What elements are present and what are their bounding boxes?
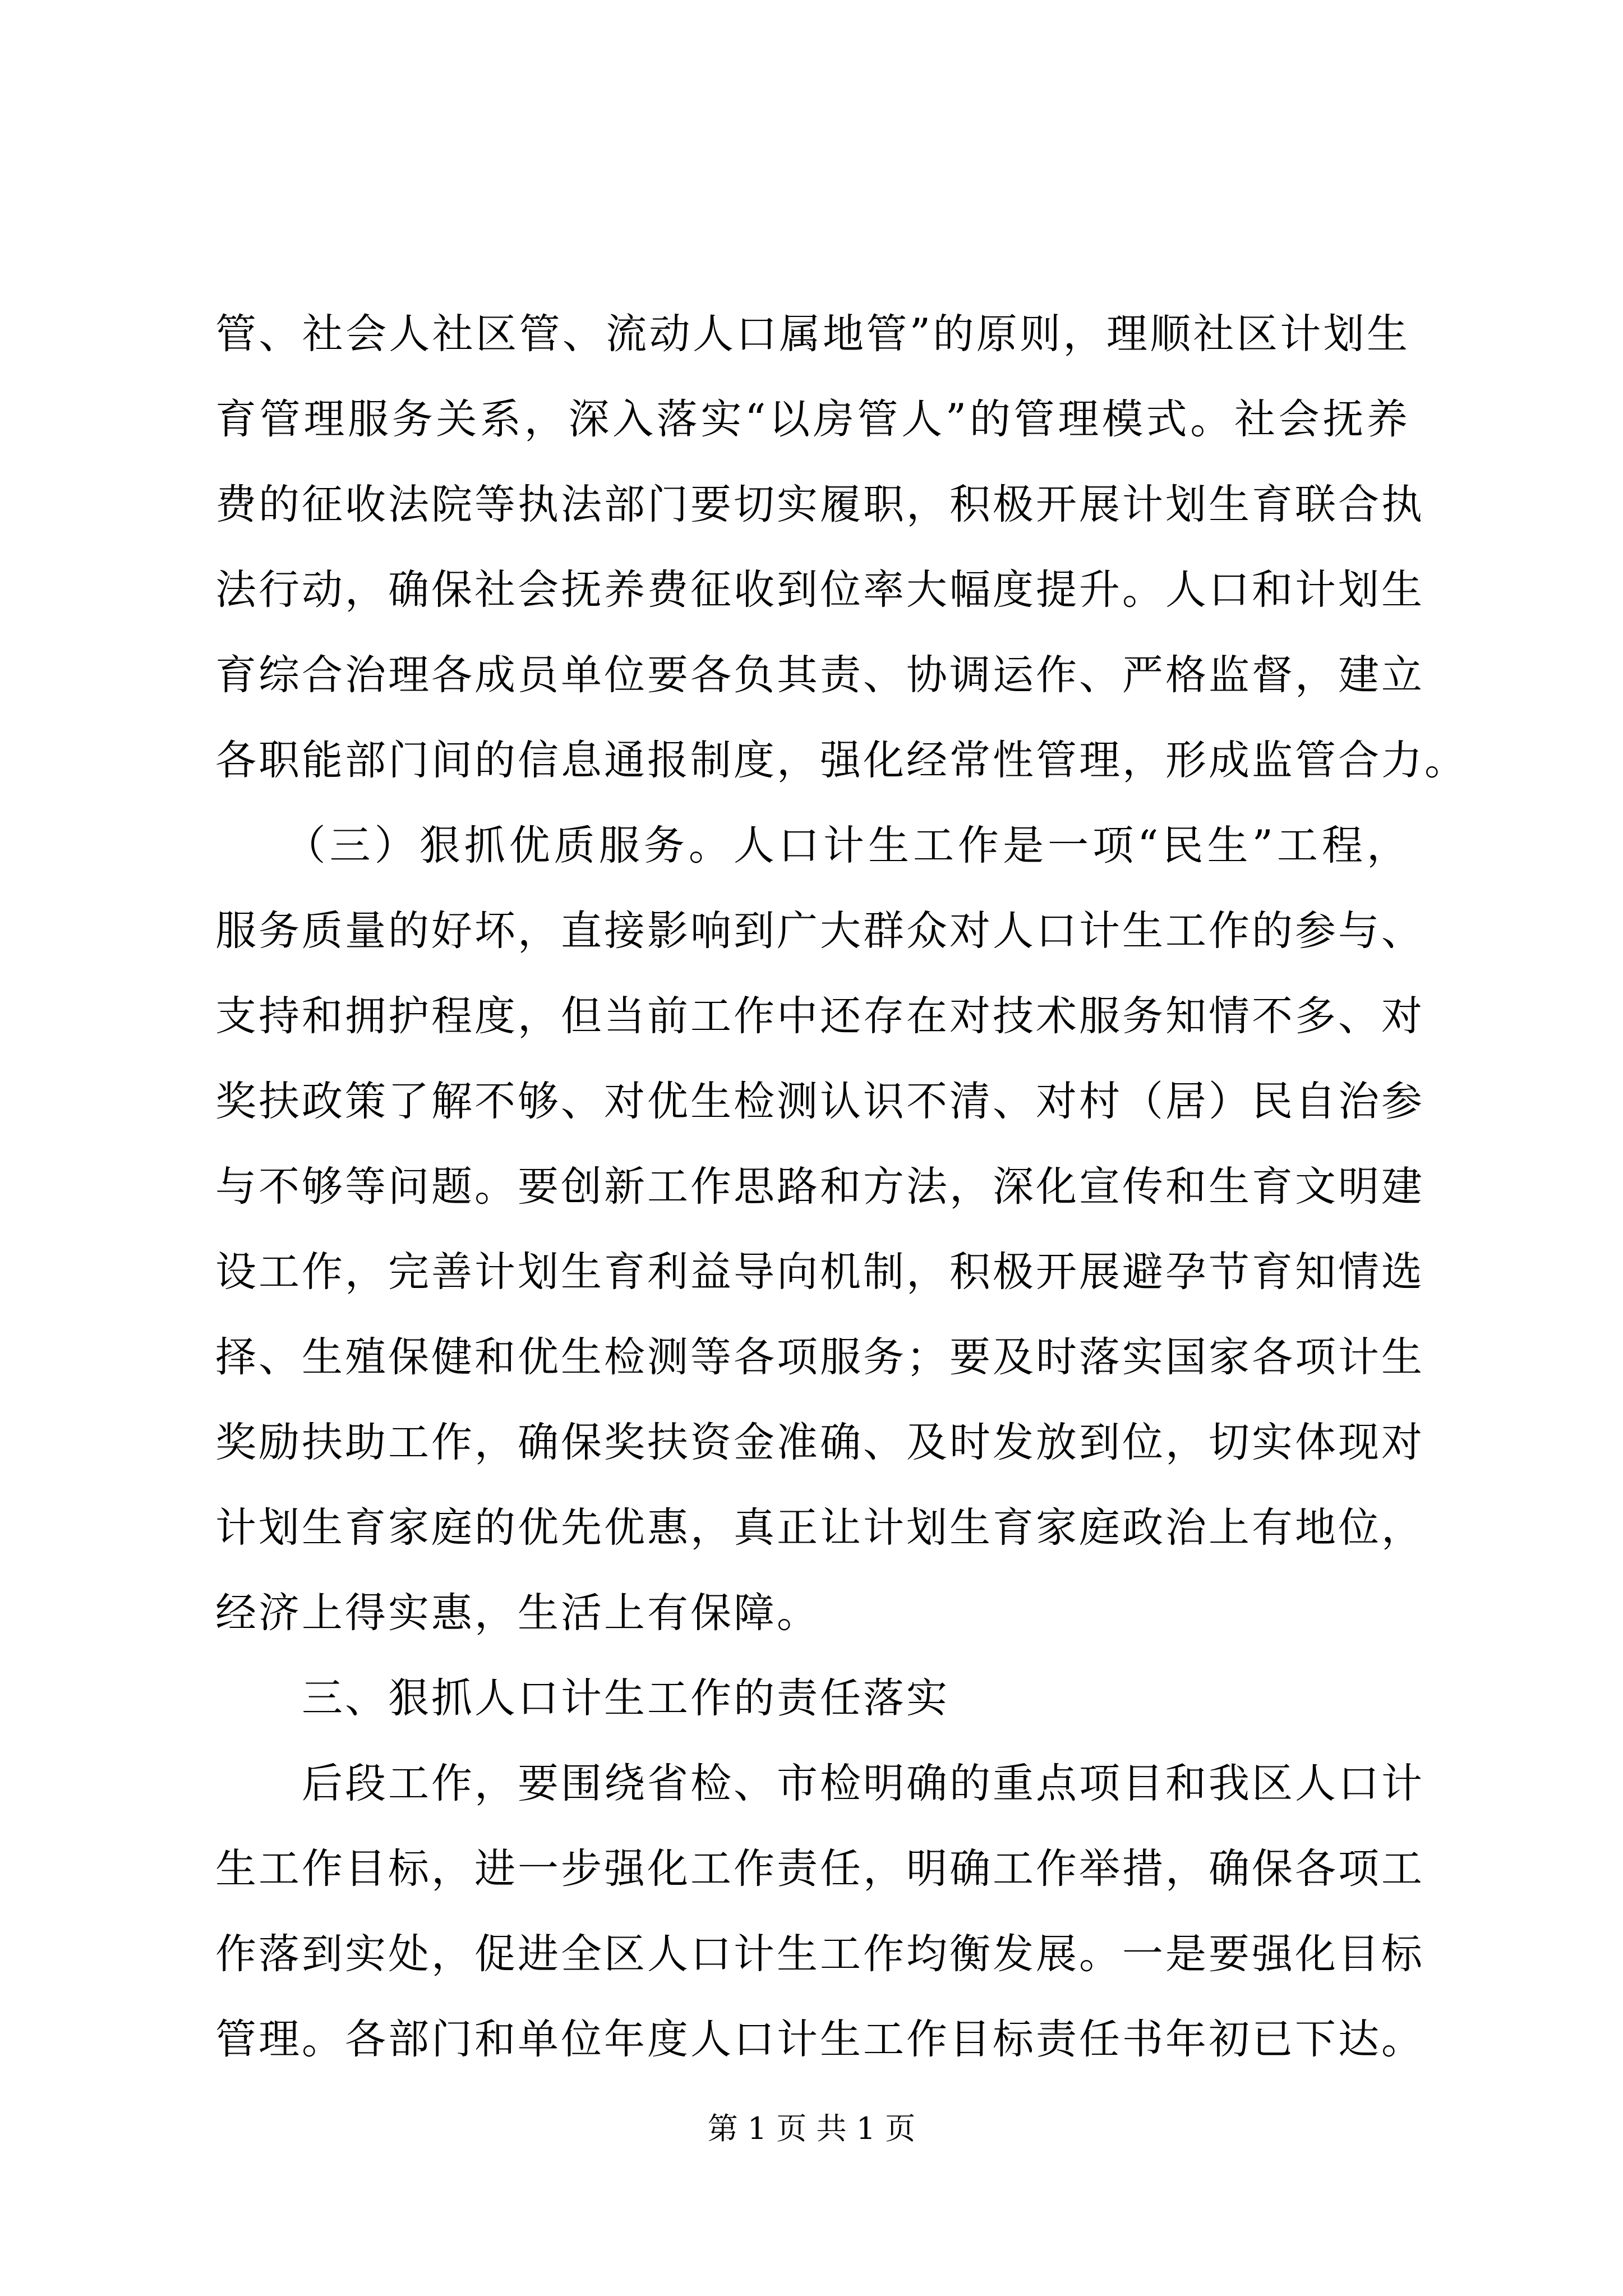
text-line: 择、生殖保健和优生检测等各项服务；要及时落实国家各项计生 xyxy=(215,1333,1424,1381)
page-number-footer: 第 1 页 共 1 页 xyxy=(707,2111,916,2146)
section-heading: 三、狠抓人口计生工作的责任落实 xyxy=(215,1674,949,1722)
text-line: 计划生育家庭的优先优惠，真正让计划生育家庭政治上有地位， xyxy=(215,1504,1424,1552)
text-line: 奖励扶助工作，确保奖扶资金准确、及时发放到位，切实体现对 xyxy=(215,1419,1424,1466)
text-line: 育综合治理各成员单位要各负其责、协调运作、严格监督，建立 xyxy=(215,651,1424,699)
text-line: 各职能部门间的信息通报制度，强化经常性管理，形成监管合力。 xyxy=(215,737,1468,784)
text-line: 生工作目标，进一步强化工作责任，明确工作举措，确保各项工 xyxy=(215,1845,1424,1893)
text-line: 后段工作，要围绕省检、市检明确的重点项目和我区人口计 xyxy=(215,1760,1424,1807)
text-line: 费的征收法院等执法部门要切实履职，积极开展计划生育联合执 xyxy=(215,481,1424,528)
text-line: 与不够等问题。要创新工作思路和方法，深化宣传和生育文明建 xyxy=(215,1163,1424,1211)
text-line: 奖扶政策了解不够、对优生检测认识不清、对村（居）民自治参 xyxy=(215,1078,1424,1125)
text-line: 育管理服务关系，深入落实“以房管人”的管理模式。社会抚养 xyxy=(215,395,1410,443)
document-body xyxy=(215,292,1468,2082)
text-line: 管理。各部门和单位年度人口计生工作目标责任书年初已下达。 xyxy=(215,2016,1424,2063)
text-line: 作落到实处，促进全区人口计生工作均衡发展。一是要强化目标 xyxy=(215,1930,1424,1978)
text-line: 支持和拥护程度，但当前工作中还存在对技术服务知情不多、对 xyxy=(215,992,1424,1040)
text-line: 设工作，完善计划生育利益导向机制，积极开展避孕节育知情选 xyxy=(215,1248,1424,1296)
text-line: 服务质量的好坏，直接影响到广大群众对人口计生工作的参与、 xyxy=(215,907,1424,955)
text-line: 法行动，确保社会抚养费征收到位率大幅度提升。人口和计划生 xyxy=(215,566,1424,614)
text-line: （三）狠抓优质服务。人口计生工作是一项“民生”工程， xyxy=(215,822,1410,869)
text-line: 管、社会人社区管、流动人口属地管”的原则，理顺社区计划生 xyxy=(215,310,1410,358)
text-line: 经济上得实惠，生活上有保障。 xyxy=(215,1589,820,1637)
